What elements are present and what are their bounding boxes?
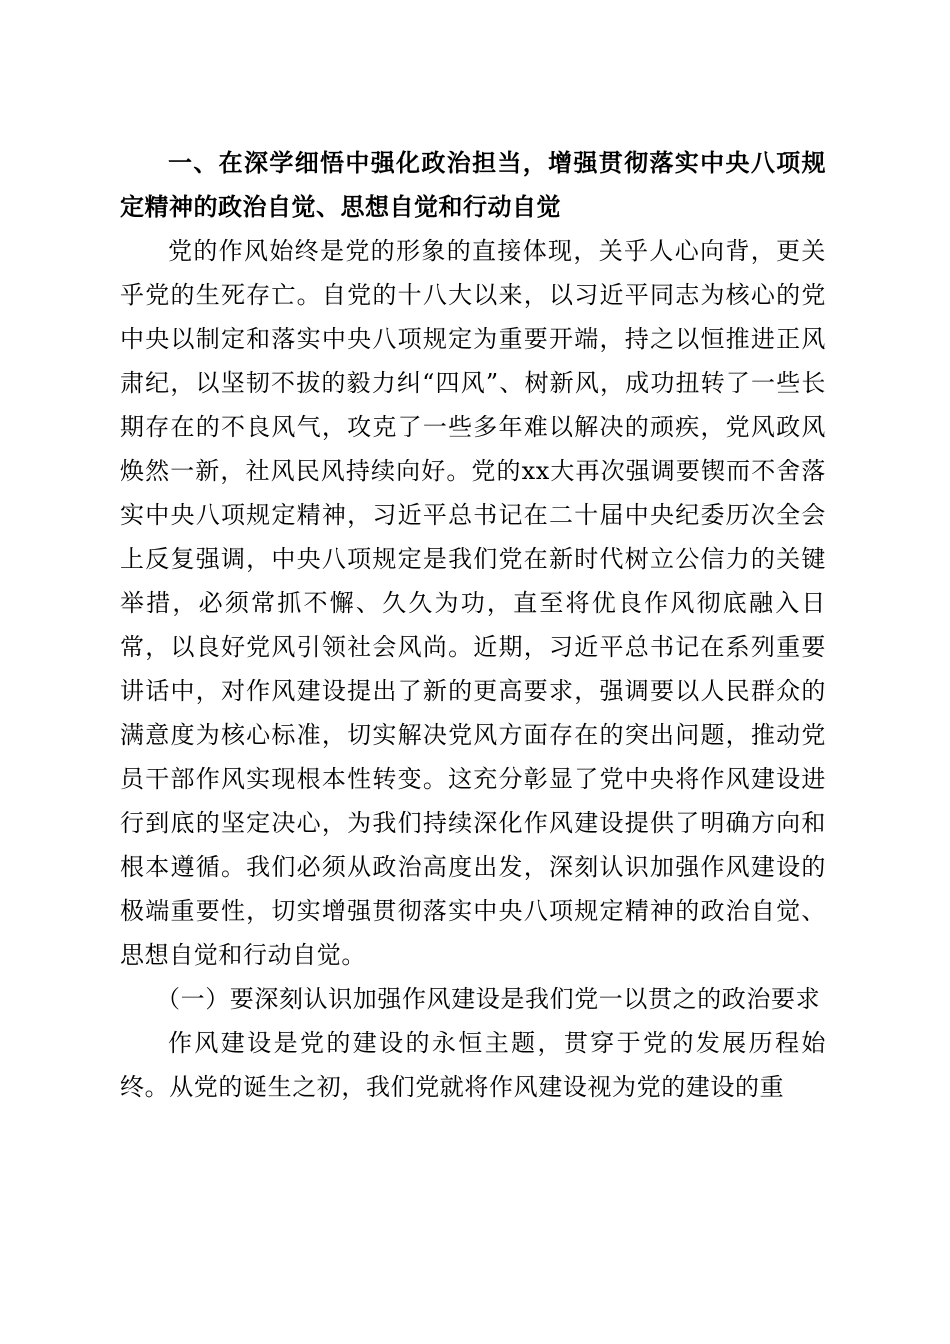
document-body (120, 141, 826, 1109)
subsection-heading: （一）要深刻认识加强作风建设是我们党一以贯之的政治要求 (156, 985, 821, 1013)
section-heading: 一、在深学细悟中强化政治担当，增强贯彻落实中央八项规定精神的政治自觉、思想自觉和行动自觉 (120, 149, 826, 221)
body-paragraph: 党的作风始终是党的形象的直接体现，关乎人心向背，更关乎党的生死存亡。自党的十八大以来，以习近平同志为核心的党中央以制定和落实中央八项规定为重要开端，持之以恒推进正风肃纪，以坚韧不拔的毅力纠“四风”、树新风，成功扭转了一些长期存在的不良风气，攻克了一些多年难以解决的顽疾，党风政风焕然一新，社风民风持续向好。党的xx大再次强调要锲而不舍落实中央八项规定精神，习近平总书记在二十届中央纪委历次全会上反复强调，中央八项规定是我们党在新时代树立公信力的关键举措，必须常抓不懈、久久为功，直至将优良作风彻底融入日常，以良好党风引领社会风尚。近期，习近平总书记在系列重要讲话中，对作风建设提出了新的更高要求，强调要以人民群众的满意度为核心标准，切实解决党风方面存在的突出问题，推动党员干部作风实现根本性转变。这充分彰显了党中央将作风建设进行到底的坚定决心，为我们持续深化作风建设提供了明确方向和根本遵循。我们必须从政治高度出发，深刻认识加强作风建设的极端重要性，切实增强贯彻落实中央八项规定精神的政治自觉、思想自觉和行动自觉。 (120, 237, 826, 969)
body-paragraph: 作风建设是党的建设的永恒主题，贯穿于党的发展历程始终。从党的诞生之初，我们党就将作风建设视为党的建设的重 (120, 1029, 826, 1101)
